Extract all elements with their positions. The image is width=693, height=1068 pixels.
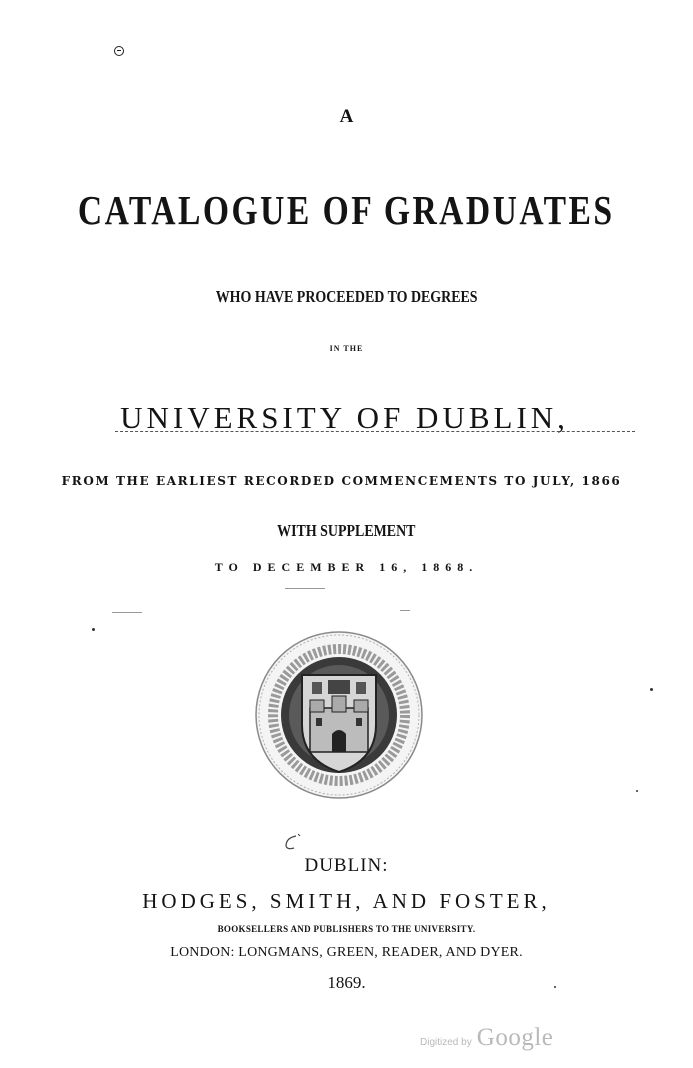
imprint-london: LONDON: LONGMANS, GREEN, READER, AND DYER. (170, 945, 523, 960)
coverage-line: FROM THE EARLIEST RECORDED COMMENCEMENTS TO JULY, 1866 (61, 474, 622, 488)
scan-speck (112, 612, 142, 613)
title-main (0, 186, 693, 234)
watermark-brand: Google (476, 1024, 554, 1051)
supplement-heading (0, 521, 693, 541)
imprint-publisher: HODGES, SMITH, AND FOSTER, (142, 889, 551, 913)
supplement-heading-text: WITH SUPPLEMENT (277, 521, 416, 540)
imprint-city: DUBLIN: (304, 855, 389, 876)
scan-speck (400, 610, 410, 611)
university-seal-icon (254, 630, 424, 800)
supplement-date: TO DECEMBER 16, 1868. (214, 560, 479, 574)
digitization-watermark (420, 1024, 553, 1052)
in-the-label: IN THE (329, 344, 364, 353)
corner-ink-mark (114, 46, 124, 56)
institution-name: UNIVERSITY OF DUBLIN, (120, 400, 569, 435)
scan-speck (92, 628, 95, 631)
title-article: A (339, 106, 354, 127)
subtitle-text: WHO HAVE PROCEEDED TO DEGREES (215, 287, 478, 306)
scan-speck (636, 790, 638, 792)
scan-speck (285, 588, 325, 589)
imprint-year: 1869. (327, 973, 366, 992)
watermark-prefix: Digitized by (420, 1037, 472, 1048)
imprint-role: BOOKSELLERS AND PUBLISHERS TO THE UNIVERSITY. (217, 924, 476, 934)
handwritten-mark-icon (282, 832, 304, 854)
title-main-text: CATALOGUE OF GRADUATES (78, 187, 615, 233)
scan-speck (650, 688, 653, 691)
subtitle (0, 287, 693, 307)
institution-underline (115, 431, 635, 432)
